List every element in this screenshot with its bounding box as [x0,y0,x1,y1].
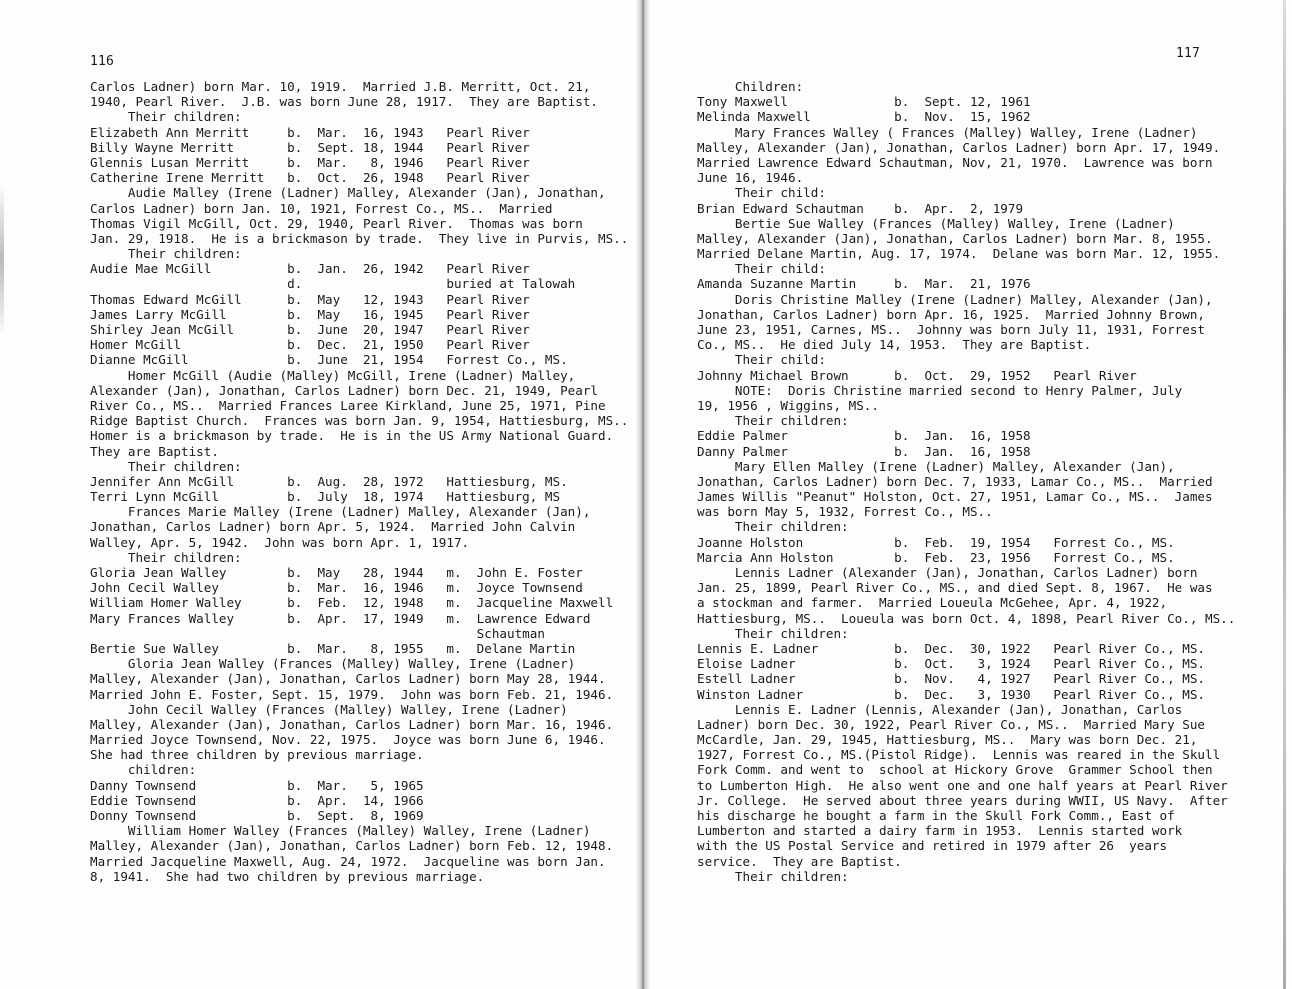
text-line: Mary Frances Walley ( Frances (Malley) Walley, Irene (Ladner) [697,124,1198,140]
text-line: William Homer Walley (Frances (Malley) Walley, Irene (Ladner) [90,823,591,839]
text-line: Mary Frances Walley b. Apr. 17, 1949 m. Lawrence Edward [90,610,591,626]
text-line: Mary Ellen Malley (Irene (Ladner) Malley, Alexander (Jan), [697,458,1175,474]
text-line: Malley, Alexander (Jan), Jonathan, Carlos Ladner) born Feb. 12, 1948. [90,838,614,854]
text-line: 1940, Pearl River. J.B. was born June 28, 1917. They are Baptist. [90,94,598,110]
text-line: Doris Christine Malley (Irene (Ladner) Malley, Alexander (Jan), [697,291,1213,307]
text-line: Their children: [90,109,242,125]
text-line: d. buried at Talowah [90,276,576,292]
page-number-left: 116 [90,54,115,69]
text-line: Jonathan, Carlos Ladner) born Apr. 16, 1925. Married Johnny Brown, [697,306,1205,322]
text-line: Audie Malley (Irene (Ladner) Malley, Alexander (Jan), Jonathan, [90,185,606,201]
text-line: Gloria Jean Walley (Frances (Malley) Walley, Irene (Ladner) [90,656,576,672]
text-line: Fork Comm. and went to school at Hickory Grove Grammer School then [697,762,1213,778]
text-line: Lennis E. Ladner b. Dec. 30, 1922 Pearl River Co., MS. [697,640,1205,656]
text-line: Estell Ladner b. Nov. 4, 1927 Pearl River Co., MS. [697,671,1205,687]
text-line: Their children: [90,246,242,262]
text-line: Their children: [697,625,849,641]
text-line: Eddie Palmer b. Jan. 16, 1958 [697,428,1031,444]
text-line: Donny Townsend b. Sept. 8, 1969 [90,808,424,823]
text-line: Eloise Ladner b. Oct. 3, 1924 Pearl River Co., MS. [697,656,1205,672]
text-line: Ridge Baptist Church. Frances was born Jan. 9, 1954, Hattiesburg, MS.. [90,413,629,429]
text-line: Lennis E. Ladner (Lennis, Alexander (Jan), Jonathan, Carlos [697,701,1183,717]
text-line: Frances Marie Malley (Irene (Ladner) Malley, Alexander (Jan), [90,504,591,520]
text-line: Their children: [90,458,242,474]
text-line: Malley, Alexander (Jan), Jonathan, Carlos Ladner) born Mar. 8, 1955. [697,230,1213,246]
left-page-text [90,79,630,884]
text-line: Winston Ladner b. Dec. 3, 1930 Pearl River Co., MS. [697,686,1205,702]
text-line: Walley, Apr. 5, 1942. John was born Apr. 1, 1917. [90,534,470,550]
text-line: River Co., MS.. Married Frances Laree Kirkland, June 25, 1971, Pine [90,397,606,413]
text-line: 1927, Forrest Co., MS.(Pistol Ridge). Lennis was reared in the Skull [697,747,1221,763]
text-line: Bertie Sue Walley (Frances (Malley) Walley, Irene (Ladner) [697,215,1175,231]
text-line: Their children: [697,413,849,429]
text-line: NOTE: Doris Christine married second to Henry Palmer, July [697,382,1183,398]
text-line: to Lumberton High. He also went one and one half years at Pearl River [697,777,1228,793]
text-line: June 23, 1951, Carnes, MS.. Johnny was born July 11, 1931, Forrest [697,322,1205,337]
text-line: Audie Mae McGill b. Jan. 26, 1942 Pearl River [90,261,530,277]
text-line: Brian Edward Schautman b. Apr. 2, 1979 [697,200,1024,216]
text-line: Their children: [697,868,849,884]
text-line: Married Delane Martin, Aug. 17, 1974. Delane was born Mar. 12, 1955. [697,246,1221,262]
text-line: Jonathan, Carlos Ladner) born Dec. 7, 1933, Lamar Co., MS.. Married [697,473,1213,489]
text-line: Marcia Ann Holston b. Feb. 23, 1956 Forrest Co., MS. [697,549,1175,565]
text-line: Their child: [697,261,826,277]
text-line: Shirley Jean McGill b. June 20, 1947 Pearl River [90,322,530,337]
text-line: They are Baptist. [90,443,219,459]
text-line: 8, 1941. She had two children by previous marriage. [90,868,485,884]
text-line: Their children: [697,519,849,535]
text-line: Malley, Alexander (Jan), Jonathan, Carlos Ladner) born May 28, 1944. [90,671,606,687]
text-line: Tony Maxwell b. Sept. 12, 1961 [697,94,1031,110]
text-line: She had three children by previous marriage. [90,747,424,763]
text-line: Danny Palmer b. Jan. 16, 1958 [697,443,1031,459]
text-line: Married Joyce Townsend, Nov. 22, 1975. Joyce was born June 6, 1946. [90,732,606,748]
text-line: Malley, Alexander (Jan), Jonathan, Carlos Ladner) born Apr. 17, 1949. [697,139,1221,155]
text-line: was born May 5, 1932, Forrest Co., MS.. [697,504,993,520]
text-line: Terri Lynn McGill b. July 18, 1974 Hattiesburg, MS [90,489,561,505]
text-line: Dianne McGill b. June 21, 1954 Forrest Co., MS. [90,352,568,368]
text-line: a stockman and farmer. Married Loueula McGehee, Apr. 4, 1922, [697,595,1168,611]
page-edge-shadow [0,180,4,340]
text-line: Joanne Holston b. Feb. 19, 1954 Forrest Co., MS. [697,534,1175,550]
text-line: Lumberton and started a dairy farm in 1953. Lennis started work [697,823,1183,839]
text-line: Lennis Ladner (Alexander (Jan), Jonathan, Carlos Ladner) born [697,565,1198,580]
text-line: Children: [697,79,804,94]
text-line: Homer McGill b. Dec. 21, 1950 Pearl River [90,337,530,353]
text-line: Carlos Ladner) born Jan. 10, 1921, Forrest Co., MS.. Married [90,200,553,216]
text-line: Hattiesburg, MS.. Loueula was born Oct. 4, 1898, Pearl River Co., MS.. [697,610,1236,626]
text-line: Gloria Jean Walley b. May 28, 1944 m. John E. Foster [90,565,583,580]
text-line: Catherine Irene Merritt b. Oct. 26, 1948 Pearl River [90,170,530,186]
text-line: William Homer Walley b. Feb. 12, 1948 m. Jacqueline Maxwell [90,595,614,611]
text-line: Johnny Michael Brown b. Oct. 29, 1952 Pearl River [697,367,1137,383]
text-line: Elizabeth Ann Merritt b. Mar. 16, 1943 Pearl River [90,124,530,140]
text-line: Jr. College. He served about three years during WWII, US Navy. After [697,792,1228,808]
page-edge-shadow [1283,0,1286,989]
text-line: Jonathan, Carlos Ladner) born Apr. 5, 1924. Married John Calvin [90,519,576,535]
text-line: Eddie Townsend b. Apr. 14, 1966 [90,792,424,808]
text-line: 19, 1956 , Wiggins, MS.. [697,397,879,413]
text-line: John Cecil Walley b. Mar. 16, 1946 m. Joyce Townsend [90,580,583,596]
right-page-text [697,79,1236,884]
text-line: Their child: [697,185,826,201]
text-line: Danny Townsend b. Mar. 5, 1965 [90,777,424,793]
text-line: with the US Postal Service and retired in 1979 after 26 years [697,838,1168,854]
text-line: Their child: [697,352,826,368]
text-line: Billy Wayne Merritt b. Sept. 18, 1944 Pearl River [90,139,530,155]
text-line: Amanda Suzanne Martin b. Mar. 21, 1976 [697,276,1031,292]
book-gutter [636,0,650,989]
text-line: children: [90,762,197,778]
text-line: service. They are Baptist. [697,853,902,869]
text-line: Carlos Ladner) born Mar. 10, 1919. Married J.B. Merritt, Oct. 21, [90,79,591,94]
text-line: Married Jacqueline Maxwell, Aug. 24, 1972. Jacqueline was born Jan. [90,853,606,869]
text-line: James Larry McGill b. May 16, 1945 Pearl River [90,306,530,322]
text-line: Married John E. Foster, Sept. 15, 1979. John was born Feb. 21, 1946. [90,686,614,702]
text-line: Alexander (Jan), Jonathan, Carlos Ladner) born Dec. 21, 1949, Pearl [90,382,598,398]
text-line: his discharge he bought a farm in the Skull Fork Comm., East of [697,808,1175,823]
text-line: Schautman [90,625,545,641]
text-line: Homer is a brickmason by trade. He is in the US Army National Guard. [90,428,614,444]
text-line: Jan. 25, 1899, Pearl River Co., MS., and died Sept. 8, 1967. He was [697,580,1213,596]
text-line: Homer McGill (Audie (Malley) McGill, Irene (Ladner) Malley, [90,367,576,383]
text-line: James Willis "Peanut" Holston, Oct. 27, 1951, Lamar Co., MS.. James [697,489,1213,505]
text-line: Melinda Maxwell b. Nov. 15, 1962 [697,109,1031,125]
text-line: Bertie Sue Walley b. Mar. 8, 1955 m. Delane Martin [90,640,576,656]
text-line: Thomas Edward McGill b. May 12, 1943 Pearl River [90,291,530,307]
text-line: John Cecil Walley (Frances (Malley) Walley, Irene (Ladner) [90,701,568,717]
text-line: Malley, Alexander (Jan), Jonathan, Carlos Ladner) born Mar. 16, 1946. [90,716,614,732]
text-line: Jennifer Ann McGill b. Aug. 28, 1972 Hattiesburg, MS. [90,473,568,489]
text-line: Thomas Vigil McGill, Oct. 29, 1940, Pearl River. Thomas was born [90,215,583,231]
text-line: McCardle, Jan. 29, 1945, Hattiesburg, MS.. Mary was born Dec. 21, [697,732,1198,748]
text-line: Married Lawrence Edward Schautman, Nov, 21, 1970. Lawrence was born [697,154,1213,170]
text-line: Glennis Lusan Merritt b. Mar. 8, 1946 Pearl River [90,154,530,170]
page-number-right: 117 [1176,46,1201,61]
text-line: Jan. 29, 1918. He is a brickmason by trade. They live in Purvis, MS.. [90,230,629,246]
text-line: June 16, 1946. [697,170,804,186]
text-line: Co., MS.. He died July 14, 1953. They are Baptist. [697,337,1092,353]
text-line: Their children: [90,549,242,565]
text-line: Ladner) born Dec. 30, 1922, Pearl River Co., MS.. Married Mary Sue [697,716,1205,732]
